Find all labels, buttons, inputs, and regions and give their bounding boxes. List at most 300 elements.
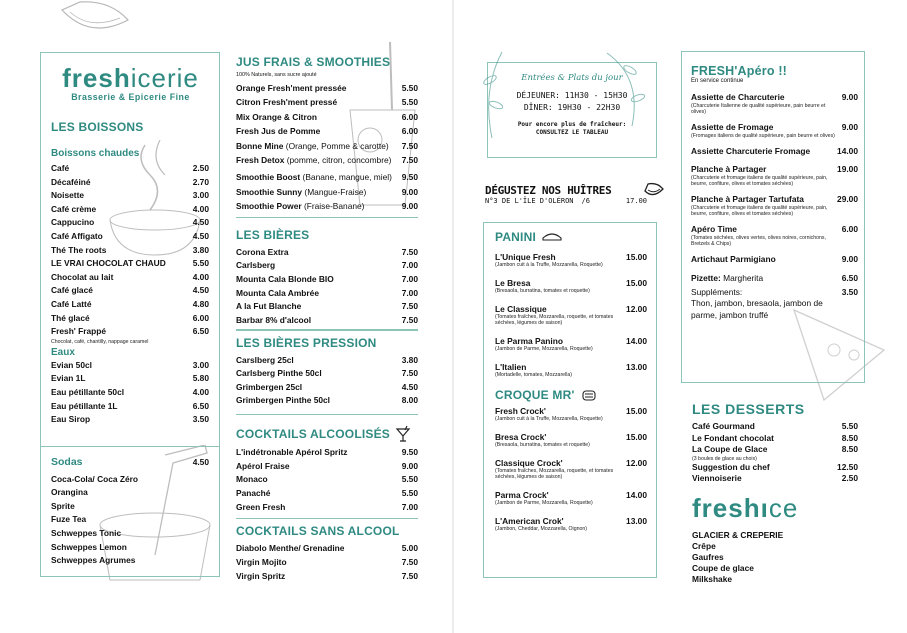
- menu-item-name-text: Citron Fresh'ment pressé: [236, 97, 338, 108]
- menu-item-name-text: Barbar 8% d'alcool: [236, 314, 312, 325]
- oyster-sketch-icon: [60, 0, 130, 40]
- menu-item-row: [236, 259, 418, 273]
- menu-item-name-text: Cappucino: [51, 217, 95, 228]
- menu-item: [236, 542, 418, 556]
- jus-section: [236, 55, 418, 583]
- bieres-title: LES BIÈRES: [236, 227, 310, 242]
- huitres-price: 17.00: [625, 197, 647, 205]
- menu-item-row: [236, 81, 418, 95]
- plats-dejeuner: DÉJEUNER: 11H30 - 15H30: [516, 91, 628, 100]
- menu-item-row: [236, 300, 418, 314]
- menu-item: [236, 556, 418, 570]
- menu-item-name-text: L'indétronable Apérol Spritz: [236, 447, 348, 458]
- menu-item-row: [51, 230, 209, 244]
- menu-item-name-text: Café: [51, 163, 70, 173]
- menu-item: [691, 194, 858, 217]
- menu-item-name-text: Fresh' Frappé: [51, 326, 107, 337]
- panini-section: [495, 230, 647, 542]
- menu-item-name-text: Orange Fresh'ment pressée: [236, 83, 347, 93]
- menu-item-row: [51, 473, 209, 487]
- freshice-item: Coupe de glace: [692, 563, 754, 573]
- freshice-logo: [692, 494, 858, 522]
- divider: [236, 217, 418, 218]
- jus-title: JUS FRAIS & SMOOTHIES: [236, 55, 391, 69]
- pression-title: LES BIÈRES PRESSION: [236, 335, 377, 350]
- menu-item-note: (Jambon cuit à la Truffe, Mozzarella, Roquette): [495, 262, 603, 268]
- menu-item-name: [51, 541, 127, 555]
- menu-item: [236, 273, 418, 287]
- menu-item: [236, 300, 418, 314]
- menu-item-name-text: Noisette: [51, 190, 85, 201]
- menu-item: [236, 95, 418, 109]
- menu-item-name: [51, 325, 106, 339]
- menu-item-price: 5.80: [192, 373, 209, 384]
- menu-item-name-text: Monaco: [236, 474, 268, 485]
- menu-item-name: [236, 367, 322, 381]
- leaf-branch-icon: [602, 48, 652, 128]
- menu-item-price: 9.50: [401, 172, 418, 183]
- menu-item-note: (3 boules de glace au choix): [692, 455, 757, 462]
- menu-item-name: [236, 124, 320, 138]
- supp-row: [691, 287, 858, 297]
- menu-item-name-text: Evian 50cl: [51, 359, 92, 370]
- menu-item-row: [51, 527, 209, 541]
- menu-item-name: [236, 570, 285, 584]
- menu-item-name-text: Classique Crock': [495, 458, 563, 468]
- menu-item-row: [236, 273, 418, 287]
- sodas-section: [51, 456, 209, 568]
- menu-item: [51, 189, 209, 203]
- supp-label: Suppléments:: [691, 286, 743, 297]
- menu-item-row: [51, 513, 209, 527]
- menu-item-price: 7.50: [401, 556, 418, 567]
- menu-item: [236, 153, 418, 167]
- menu-item-name-text: Eau pétillante 50cl: [51, 386, 125, 397]
- menu-item: [495, 304, 647, 326]
- menu-item-row: [51, 203, 209, 217]
- plats-line2: CONSULTEZ LE TABLEAU: [535, 129, 609, 136]
- menu-item-price: 29.00: [837, 194, 858, 204]
- menu-item-name-text: Café Latté: [51, 298, 92, 309]
- menu-item-name: [51, 230, 103, 244]
- menu-item-name: [236, 81, 346, 95]
- menu-item-price: 6.50: [192, 326, 209, 337]
- menu-item-price: 5.50: [401, 487, 418, 498]
- menu-item: [691, 146, 858, 157]
- sans-alcool-title: COCKTAILS SANS ALCOOL: [236, 524, 400, 539]
- menu-item-row: [236, 139, 418, 153]
- menu-item-name: [51, 527, 121, 541]
- menu-item-price: 5.50: [841, 421, 858, 431]
- menu-item-name-text: Virgin Spritz: [236, 570, 286, 581]
- menu-item: [51, 473, 209, 487]
- menu-item-price: 12.50: [837, 461, 858, 472]
- freshice-item: Crêpe: [692, 541, 716, 551]
- menu-item-name-text: Corona Extra: [236, 246, 289, 257]
- menu-item: [236, 185, 418, 199]
- cocktail-glass-icon: [394, 425, 412, 443]
- menu-item-name-text: Schweppes Tonic: [51, 527, 122, 538]
- menu-item-row: [236, 460, 418, 474]
- menu-item-price: 2.50: [192, 163, 209, 173]
- menu-item: [236, 246, 418, 260]
- menu-item-name-text: Viennoiserie: [692, 473, 742, 483]
- menu-page-left: [0, 0, 453, 633]
- menu-item-extra: (pomme, citron, concombre): [284, 155, 392, 166]
- menu-item-name: [691, 224, 737, 235]
- menu-item-name: [495, 336, 563, 346]
- menu-item-name: [691, 92, 785, 103]
- menu-item: [691, 164, 858, 187]
- huitres-line: N°3 DE L'ÎLE D'OLÉRON: [485, 197, 574, 205]
- logo-tagline: Brasserie & Epicerie Fine: [71, 92, 190, 102]
- menu-item-name: [692, 444, 767, 456]
- menu-item-price: 9.00: [841, 122, 858, 132]
- menu-item-name-text: Fresh Detox: [236, 155, 285, 166]
- pression-list: [236, 354, 418, 408]
- menu-item-name: [51, 500, 75, 514]
- menu-item-name: [51, 554, 135, 568]
- menu-item-price: 3.00: [192, 359, 209, 370]
- menu-item-price: 15.00: [626, 406, 647, 416]
- freshicerie-logo: [48, 64, 213, 102]
- menu-item-name: [51, 176, 91, 190]
- menu-item: [236, 473, 418, 487]
- menu-item: [691, 224, 858, 247]
- menu-item: [236, 367, 418, 381]
- menu-item-name-text: Le Bresa: [495, 278, 531, 288]
- menu-item-name-text: Planche à Partager Tartufata: [691, 194, 804, 204]
- menu-item: [51, 400, 209, 414]
- menu-item: [236, 81, 418, 95]
- menu-item-row: [51, 413, 209, 427]
- sodas-list: [51, 473, 209, 568]
- menu-item-name: [236, 381, 302, 395]
- menu-item-name: [236, 501, 285, 515]
- boissons-title: LES BOISSONS: [51, 120, 144, 134]
- bieres-list: [236, 246, 418, 328]
- menu-item-name: [51, 162, 69, 176]
- menu-item: [51, 284, 209, 298]
- menu-item-name-text: Bresa Crock': [495, 432, 547, 442]
- menu-item-name: [236, 473, 268, 487]
- menu-item-name-text: Sprite: [51, 500, 75, 511]
- menu-item-name: [495, 304, 547, 314]
- menu-item-row: [51, 372, 209, 386]
- menu-item-price: 6.50: [192, 400, 209, 411]
- menu-item-name-text: Orangina: [51, 487, 88, 498]
- menu-item: [51, 500, 209, 514]
- menu-item-row: [236, 542, 418, 556]
- menu-item-price: 2.50: [841, 473, 858, 483]
- menu-item: [236, 460, 418, 474]
- menu-item-note: (Tomates fraîches, Mozzarella, roquette, et tomates séchées, légumes de saison): [495, 314, 614, 326]
- menu-item-name: [236, 354, 294, 368]
- menu-item: [51, 372, 209, 386]
- menu-item-price: 4.50: [192, 285, 209, 296]
- menu-item-row: [236, 153, 418, 167]
- menu-item: [495, 458, 647, 480]
- menu-item-name-text: Artichaut Parmigiano: [691, 254, 776, 264]
- menu-item-name: [236, 95, 337, 109]
- menu-item-price: 4.00: [192, 386, 209, 397]
- menu-item-price: 12.00: [626, 304, 647, 314]
- menu-item-price: 15.00: [626, 252, 647, 262]
- menu-item-price: 7.00: [401, 274, 418, 285]
- apero-title: FRESH'Apéro !!: [691, 64, 788, 78]
- menu-item-name-text: Mounta Cala Ambrée: [236, 287, 319, 298]
- menu-item-name-text: Smoothie Sunny: [236, 186, 303, 197]
- menu-item-name: [51, 189, 84, 203]
- menu-item-note: (Jambon, Cheddar, Mozzarella, Oignon): [495, 526, 587, 532]
- menu-item-row: [51, 359, 209, 373]
- menu-item-name: [51, 473, 138, 487]
- cocktails-title-text: COCKTAILS ALCOOLISÉS: [236, 427, 390, 442]
- menu-item-note: (Tomates fraîches, Mozzarella, roquette, et tomates séchées, légumes de saison): [495, 468, 614, 480]
- menu-item-row: [51, 554, 209, 568]
- menu-item: [692, 421, 858, 433]
- menu-item-name-text: L'Italien: [495, 362, 527, 372]
- menu-item-name: [236, 287, 319, 301]
- menu-item-name-text: Smoothie Power: [236, 201, 302, 212]
- menu-item-name: [236, 487, 270, 501]
- supp-price: 3.50: [841, 286, 858, 297]
- chaudes-list: [51, 162, 209, 345]
- menu-item-name: [691, 146, 810, 157]
- menu-item: [692, 433, 858, 445]
- menu-item: [51, 257, 209, 271]
- menu-item: [236, 501, 418, 515]
- menu-item: [691, 92, 858, 115]
- menu-item-name-text: Panaché: [236, 487, 271, 498]
- menu-item-name: [51, 284, 93, 298]
- menu-item-row: [51, 244, 209, 258]
- menu-item-name-text: Café Gourmand: [692, 421, 755, 431]
- menu-item-row: [495, 516, 647, 526]
- menu-item-name-text: Carlsberg Pinthe 50cl: [236, 368, 322, 379]
- croque-title-text: CROQUE MR': [495, 388, 575, 402]
- menu-item: [236, 170, 418, 184]
- menu-item-row: [51, 271, 209, 285]
- pizette-row: [691, 272, 858, 286]
- menu-item: [51, 203, 209, 217]
- menu-item: [51, 386, 209, 400]
- menu-item-name: [692, 462, 770, 474]
- menu-item: [51, 554, 209, 568]
- supp-text: Thon, jambon, bresaola, jambon de parme, jambon truffé: [691, 297, 823, 320]
- menu-item-row: [692, 462, 858, 474]
- menu-item: [236, 487, 418, 501]
- menu-item-name: [495, 406, 546, 416]
- menu-item-price: 9.00: [401, 460, 418, 471]
- menu-item: [495, 490, 647, 506]
- menu-item-row: [236, 124, 418, 138]
- menu-item-row: [236, 570, 418, 584]
- menu-item: [495, 516, 647, 532]
- menu-item-price: 12.00: [626, 458, 647, 468]
- menu-item-name-text: Grimbergen Pinthe 50cl: [236, 395, 331, 406]
- menu-item: [236, 570, 418, 584]
- menu-item-name-text: Assiette de Fromage: [691, 122, 774, 132]
- menu-item-price: 5.50: [401, 97, 418, 108]
- menu-item-name: [51, 312, 90, 326]
- eaux-title: Eaux: [51, 346, 75, 358]
- menu-item-row: [51, 216, 209, 230]
- menu-item: [692, 473, 858, 485]
- menu-item-row: [51, 486, 209, 500]
- croque-icon: [581, 388, 597, 402]
- menu-item-row: [236, 501, 418, 515]
- menu-item-row: [51, 400, 209, 414]
- menu-item-name: [495, 278, 530, 288]
- menu-item-row: [495, 432, 647, 442]
- menu-item-name: [495, 432, 546, 442]
- menu-item-name: [51, 359, 92, 373]
- cocktails-title: [236, 425, 418, 443]
- menu-item-name-text: A la Fut Blanche: [236, 301, 302, 312]
- menu-item-extra: (Orange, Pomme & carotte): [283, 140, 389, 151]
- menu-item-price: 4.00: [192, 203, 209, 214]
- menu-item: [691, 122, 858, 139]
- menu-item-name-text: Suggestion du chef: [692, 461, 770, 472]
- menu-item: [495, 278, 647, 294]
- menu-item-name: [692, 433, 774, 445]
- menu-item: [495, 362, 647, 378]
- menu-item-name-text: Virgin Mojito: [236, 556, 287, 567]
- ice-cone-icon: ı: [760, 493, 769, 523]
- menu-item-row: [692, 433, 858, 445]
- smoothie-list: [236, 170, 418, 213]
- menu-item: [51, 325, 209, 345]
- menu-item-price: 7.50: [401, 570, 418, 581]
- menu-item-row: [691, 92, 858, 103]
- menu-item-name: [51, 386, 124, 400]
- menu-item-price: 6.00: [841, 224, 858, 234]
- huitres-section: [485, 181, 665, 205]
- menu-item-name-text: Assiette de Charcuterie: [691, 92, 785, 102]
- menu-item-row: [236, 110, 418, 124]
- freshice-item: Gaufres: [692, 552, 724, 562]
- menu-item-name: [51, 257, 166, 271]
- menu-item: [692, 462, 858, 474]
- menu-page-right: [454, 0, 907, 633]
- apero-subtitle: En service continue: [691, 78, 744, 84]
- menu-item-name: [51, 271, 113, 285]
- menu-item: [51, 541, 209, 555]
- freshice-list: [692, 541, 858, 585]
- menu-item-price: 14.00: [837, 146, 858, 156]
- eaux-list: [51, 359, 209, 427]
- menu-item: [51, 513, 209, 527]
- menu-item-extra: (Banane, mangue, miel): [300, 172, 392, 183]
- menu-item-name-text: Le Fondant chocolat: [692, 432, 774, 443]
- jus-subtitle: 100% Naturels, sans sucre ajouté: [236, 72, 317, 78]
- menu-item-row: [51, 541, 209, 555]
- menu-item-name: [691, 254, 776, 265]
- menu-item-row: [51, 176, 209, 190]
- menu-item-name: [495, 490, 549, 500]
- menu-item-note: (Jambon de Parme, Mozzarella, Roquette): [495, 346, 593, 352]
- menu-item-name-text: Planche à Partager: [691, 164, 767, 174]
- menu-item-name-text: Café Affigato: [51, 230, 103, 241]
- menu-item-name-text: Café glacé: [51, 285, 93, 296]
- menu-item-row: [692, 473, 858, 485]
- menu-item-price: 19.00: [837, 164, 858, 174]
- menu-item-row: [495, 304, 647, 314]
- menu-item-price: 7.50: [401, 140, 418, 151]
- menu-item-row: [236, 170, 418, 184]
- menu-item-price: 14.00: [626, 490, 647, 500]
- menu-item: [495, 252, 647, 268]
- menu-item-row: [51, 162, 209, 176]
- menu-item-name: [51, 513, 86, 527]
- menu-item-name-text: Green Fresh: [236, 501, 286, 512]
- menu-item-note: (Jambon de Parme, Mozzarella, Roquette): [495, 500, 593, 506]
- menu-item-price: 6.00: [401, 126, 418, 137]
- menu-item-name: [236, 259, 275, 273]
- menu-item: [236, 110, 418, 124]
- menu-item-price: 5.00: [401, 543, 418, 554]
- menu-item-row: [51, 325, 209, 339]
- menu-item-extra: (Mangue-Fraise): [302, 186, 367, 197]
- menu-item-name-text: Thé The roots: [51, 244, 107, 255]
- menu-item-name: [692, 473, 742, 485]
- freshice-item: Milkshake: [692, 574, 733, 584]
- croque-title: [495, 388, 647, 402]
- menu-item-note: (Jambon cuit à la Truffe, Mozzarella, Roquette): [495, 416, 603, 422]
- menu-item-row: [51, 284, 209, 298]
- menu-item-price: 4.50: [401, 381, 418, 392]
- menu-item-name: [236, 199, 364, 213]
- menu-item-name-text: Assiette Charcuterie Fromage: [691, 146, 811, 156]
- menu-item-row: [236, 287, 418, 301]
- menu-item-name-text: Schweppes Agrumes: [51, 555, 136, 566]
- panini-title: [495, 230, 647, 244]
- menu-item-name-text: Thé glacé: [51, 312, 90, 323]
- menu-item-name: [236, 460, 290, 474]
- menu-item-row: [51, 500, 209, 514]
- menu-item-name-text: Carlsberg: [236, 260, 276, 271]
- menu-item: [692, 444, 858, 462]
- menu-item-name-text: Smoothie Boost: [236, 172, 301, 183]
- menu-item-name-text: Décaféiné: [51, 176, 91, 187]
- menu-item-name: [495, 252, 556, 262]
- freshice-logo-b: ce: [768, 493, 799, 523]
- menu-item-name: [51, 400, 118, 414]
- menu-item-row: [236, 185, 418, 199]
- menu-item: [495, 432, 647, 448]
- sandwich-icon: [542, 232, 562, 242]
- pizette-label: Pizette:: [691, 273, 721, 283]
- menu-item-price: 9.00: [401, 201, 418, 212]
- menu-item-name-text: Evian 1L: [51, 373, 86, 384]
- menu-item-row: [236, 314, 418, 328]
- menu-item: [236, 381, 418, 395]
- menu-item-row: [495, 490, 647, 500]
- divider: [236, 414, 418, 415]
- menu-item-name: [236, 170, 392, 184]
- menu-item-price: 9.00: [841, 254, 858, 264]
- menu-item-note: (Charcuterie Italienne de qualité supérieure, pain beurre et olives): [691, 103, 826, 115]
- menu-item: [51, 271, 209, 285]
- menu-item-price: 5.50: [401, 83, 418, 93]
- menu-item-name-text: Carslberg 25cl: [236, 354, 294, 365]
- menu-item-price: 14.00: [626, 336, 647, 346]
- menu-item-row: [495, 458, 647, 468]
- menu-item-name-text: Apérol Fraise: [236, 460, 290, 471]
- menu-item-price: 5.50: [401, 474, 418, 485]
- menu-item-row: [495, 278, 647, 288]
